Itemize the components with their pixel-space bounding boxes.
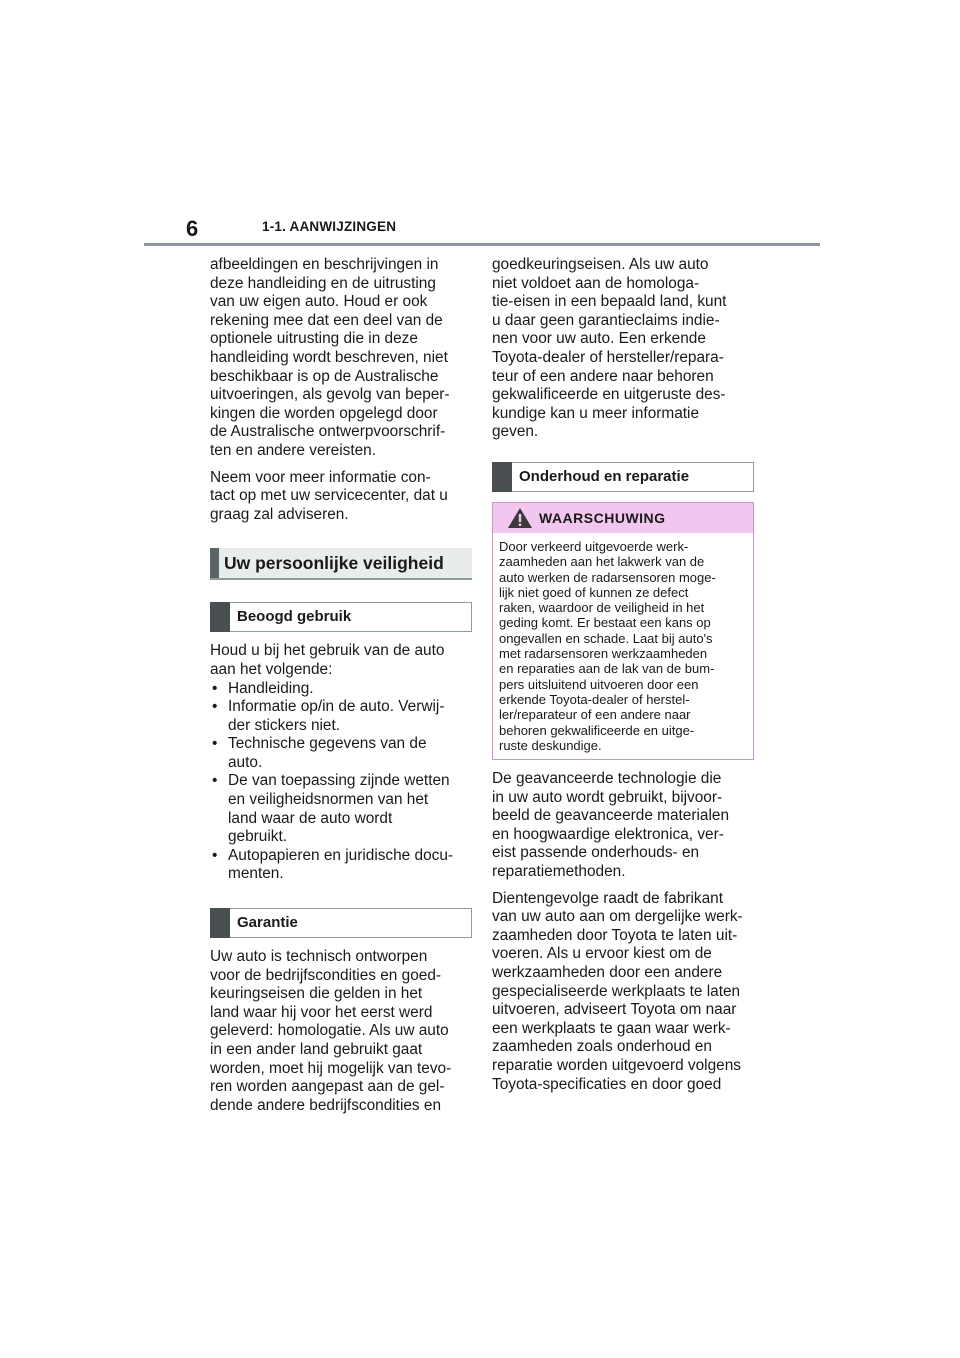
heading-bar (210, 602, 230, 632)
intended-use-heading (210, 602, 472, 632)
safety-heading (210, 548, 472, 580)
intro-paragraph: afbeeldingen en beschrijvingen in deze handleiding en de uitrusting van uw eigen auto. Houd er ook rekening mee dat een deel van de optionele uitrusting die in deze handleiding wordt beschreven, niet beschikbaar is op de Australische uitvoeringen, als gevolg van beper- kingen die worden opgelegd door de Australische ontwerpvoorschrif- ten en andere vereisten. (210, 256, 450, 459)
maintenance-heading-text: Onderhoud en reparatie (519, 467, 690, 485)
warranty-heading-text: Garantie (237, 914, 298, 932)
warranty-paragraph: Uw auto is technisch ontworpen voor de bedrijfscondities en goed- keuringseisen die gelden in het land waar hij voor het eerst werd geleverd: homologatie. Als uw auto in een ander land gebruikt gaat worden, moet hij mogelijk van tevo- ren worden aangepast aan de gel- dende andere bedrijfscondities en (210, 948, 452, 1114)
heading-bar (492, 462, 512, 492)
intended-use-heading-text: Beoogd gebruik (237, 608, 352, 626)
maintenance-heading (492, 462, 754, 492)
recommendation-paragraph: Dientengevolge raadt de fabrikant van uw auto aan om dergelijke werk- zaamheden door Toyota te laten uit- voeren. Als u ervoor kiest om de werkzaamheden door een andere gespecialiseerde werkplaats te laten uitvoeren, adviseert Toyota om naar een werkplaats te gaan waar werk- zaamheden zoals onderhoud en reparatie worden uitgevoerd volgens Toyota-specificaties en door goed (492, 889, 743, 1093)
heading-bar (210, 548, 219, 578)
page-number: 6 (186, 216, 199, 241)
contact-paragraph: Neem voor meer informatie con- tact op met uw servicecenter, dat u graag zal adviseren. (210, 468, 448, 523)
bullet-icon: • (212, 735, 218, 753)
warning-text: Door verkeerd uitgevoerde werk- zaamheden aan het lakwerk van de auto werken de radarsensoren moge- lijk niet goed of kunnen ze defect raken, waardoor de veiligheid in het geding komt. Er bestaat een kans op ongevallen en schade. Laat bij auto's met radarsensoren werkzaamheden en reparaties aan de lak van de bum- pers uitsluitend uitvoeren door een erkende Toyota-dealer of herstel- ler/reparateur of een andere naar behoren gekwalificeerde en uitge- ruste deskundige. (499, 538, 716, 753)
list-item: • De van toepassing zijnde wetten en veiligheidsnormen van het land waar de auto wordt gebruikt. (212, 772, 450, 846)
bullet-icon: • (212, 846, 218, 864)
bullet-icon: • (212, 772, 218, 790)
warranty-heading (210, 908, 472, 938)
left-column (210, 256, 472, 1115)
intended-use-intro: Houd u bij het gebruik van de auto aan het volgende: (210, 642, 445, 678)
right-column (492, 256, 754, 1094)
header-rule (144, 243, 820, 246)
technology-paragraph: De geavanceerde technologie die in uw auto wordt gebruikt, bijvoor- beeld de geavanceerde materialen en hoogwaardige elektronica, ver- eist passende onderhouds- en reparatiemethoden. (492, 770, 730, 881)
warning-header (493, 503, 753, 533)
list-item: • Handleiding. (212, 679, 314, 697)
heading-bar (210, 908, 230, 938)
list-item: • Informatie op/in de auto. Verwij- der stickers niet. (212, 698, 445, 734)
warning-title: WAARSCHUWING (539, 509, 666, 526)
page-header (186, 216, 822, 246)
warning-triangle-icon (507, 507, 533, 529)
safety-heading-text: Uw persoonlijke veiligheid (224, 553, 444, 574)
section-title: 1-1. AANWIJZINGEN (262, 219, 397, 234)
intended-use-list (210, 680, 472, 885)
bullet-icon: • (212, 698, 218, 716)
bullet-icon: • (212, 679, 218, 697)
list-item: • Autopapieren en juridische docu- menten. (212, 846, 454, 883)
list-item: • Technische gegevens van de auto. (212, 735, 427, 771)
homologation-paragraph: goedkeuringseisen. Als uw auto niet voldoet aan de homologa- tie-eisen in een bepaald land, kunt u daar geen garantieclaims indie- nen voor uw auto. Een erkende Toyota-dealer of hersteller/repara- teur of een andere naar behoren gekwalificeerde en uitgeruste des- kundige kan u meer informatie geven. (492, 256, 727, 441)
warning-box (492, 502, 754, 760)
